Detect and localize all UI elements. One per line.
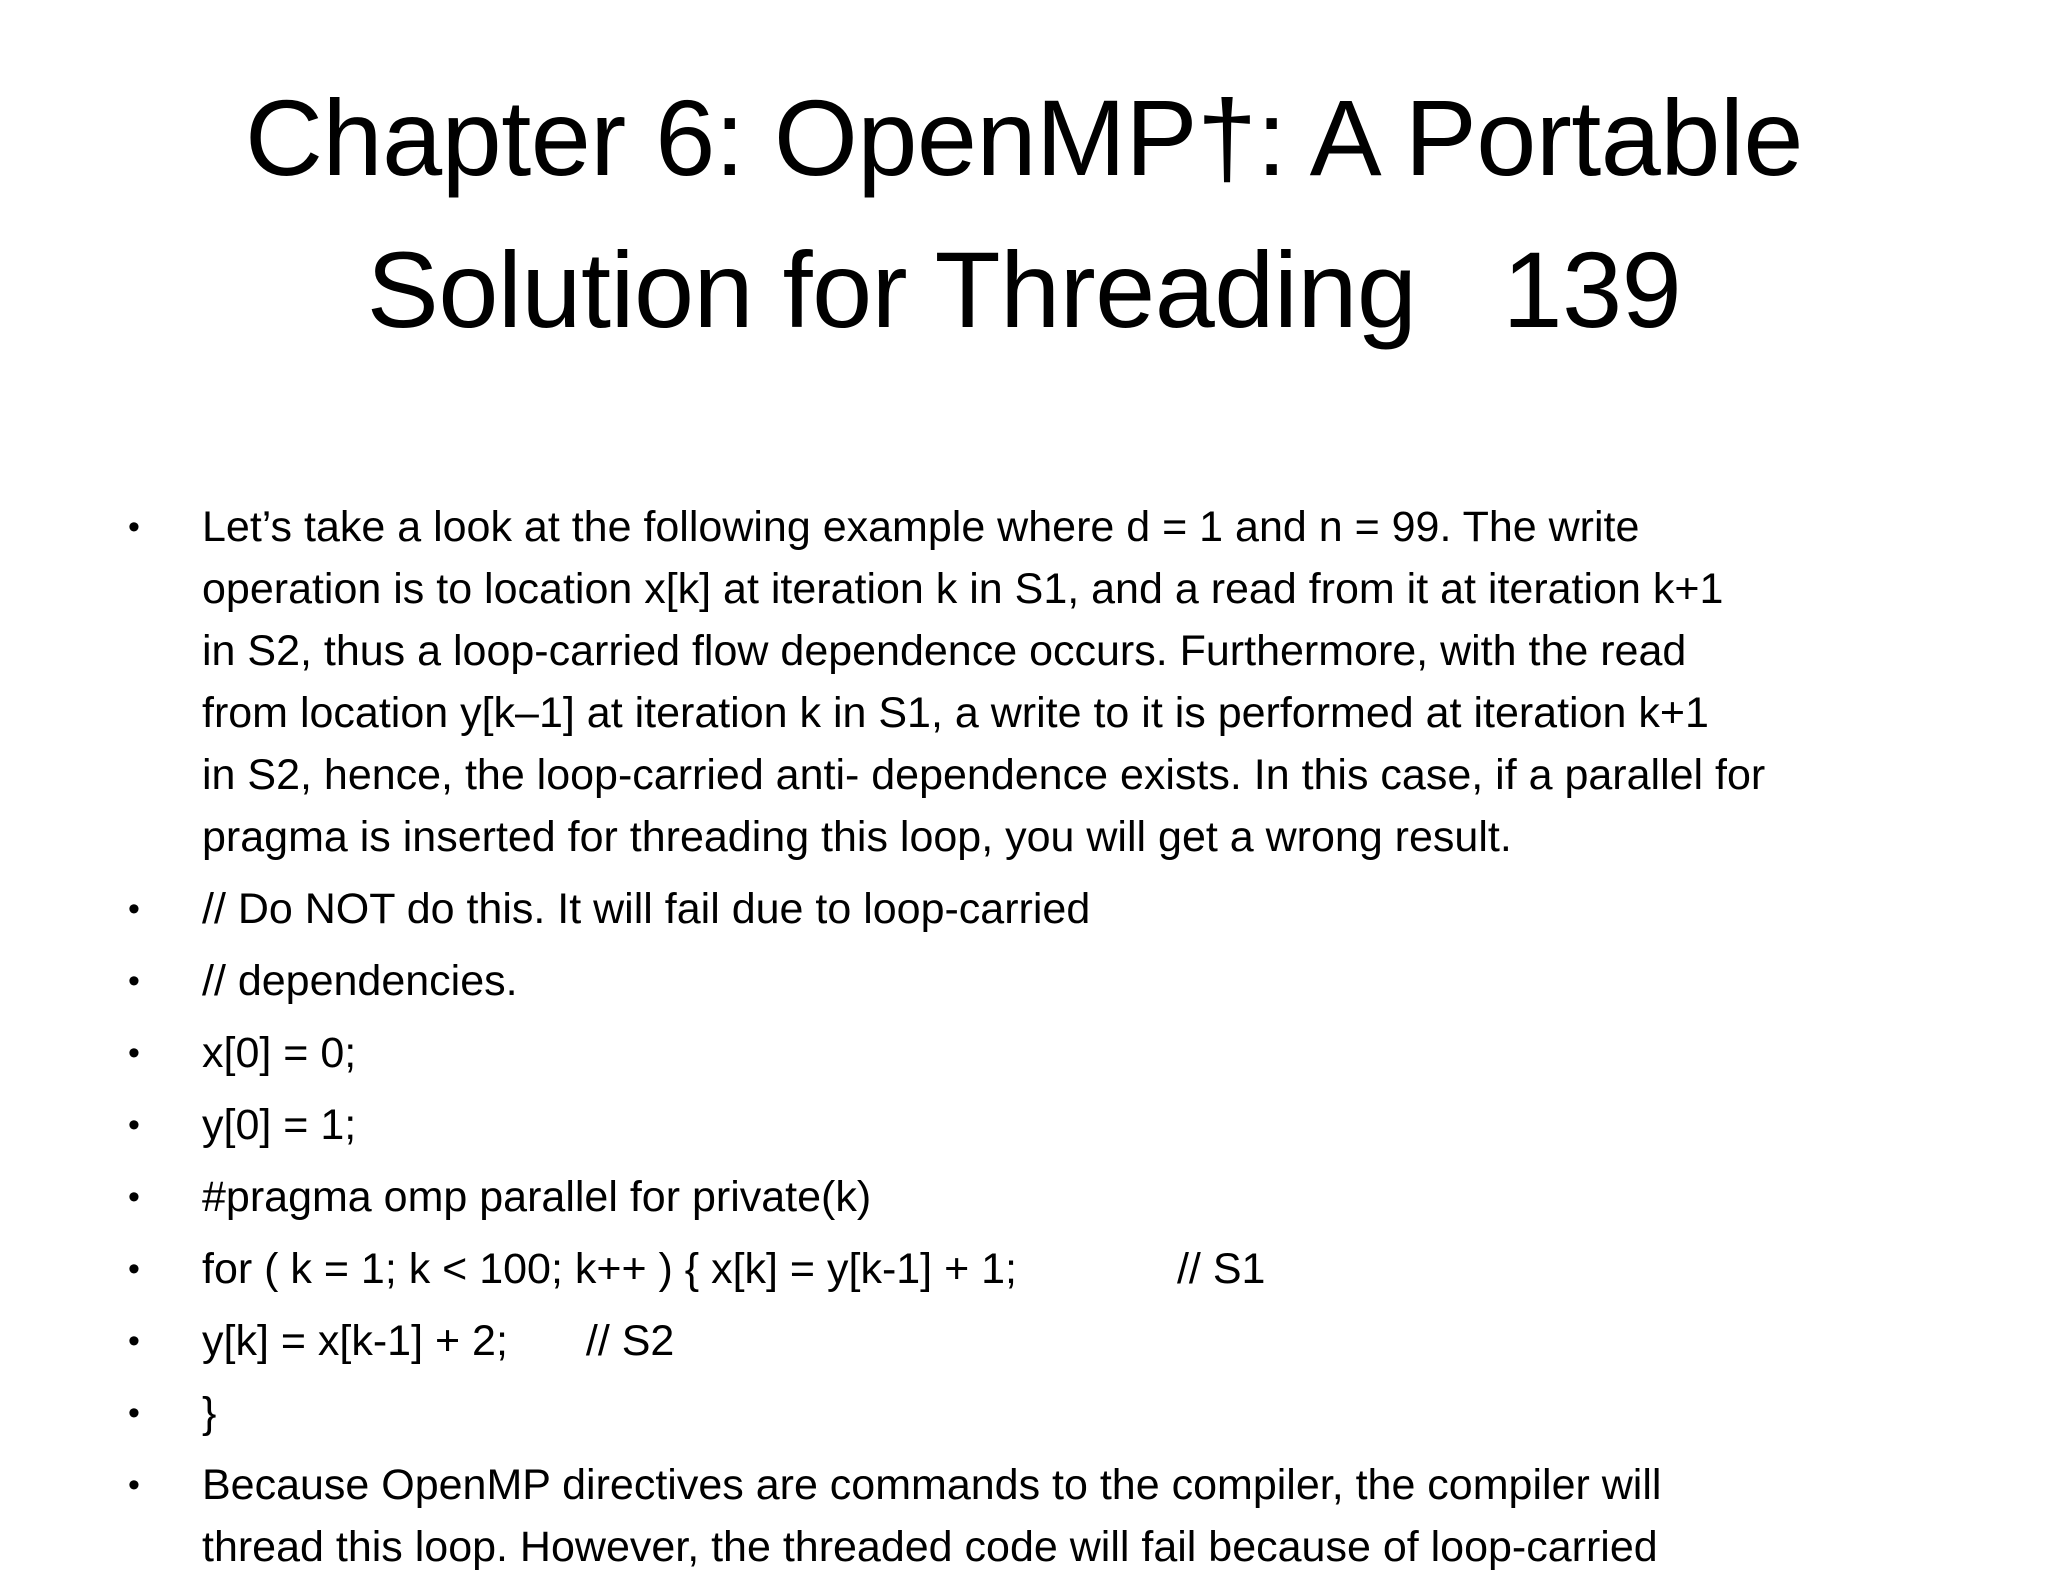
bullet-dot-icon: • xyxy=(128,1034,140,1072)
page-number: 139 xyxy=(1502,229,1682,350)
intro-line-3: in S2, thus a loop-carried flow dependence occurs. Furthermore, with the read xyxy=(202,627,1687,675)
intro-line-6: pragma is inserted for threading this loop, you will get a wrong result. xyxy=(202,813,1512,861)
bullet-dot-icon: • xyxy=(128,962,140,1000)
intro-line-5: in S2, hence, the loop-carried anti- dependence exists. In this case, if a parallel for xyxy=(202,751,1766,799)
code-y-assign-statement: y[k] = x[k-1] + 2; xyxy=(202,1317,508,1365)
bullet-item-for-loop xyxy=(120,1238,1940,1300)
explanation-paragraph xyxy=(202,1454,1940,1578)
slide-title-chapter-name: Solution for Threading xyxy=(366,229,1417,350)
code-comment-1: // Do NOT do this. It will fail due to loop-carried xyxy=(202,885,1091,933)
bullet-dot-icon: • xyxy=(128,890,140,928)
bullet-item-pragma xyxy=(120,1166,1940,1228)
code-close-brace: } xyxy=(202,1389,217,1437)
bullet-dot-icon: • xyxy=(128,1322,140,1360)
explanation-line-2: thread this loop. However, the threaded code will fail because of loop-carried xyxy=(202,1523,1658,1571)
bullet-dot-icon: • xyxy=(128,1466,140,1504)
code-comment-s1: // S1 xyxy=(1176,1245,1266,1293)
bullet-item-comment-2 xyxy=(120,950,1940,1012)
bullet-item-explanation xyxy=(120,1454,1940,1578)
code-x-init: x[0] = 0; xyxy=(202,1029,357,1077)
bullet-item-intro xyxy=(120,496,1940,868)
bullet-list xyxy=(120,496,1940,1588)
slide-title-line-1: Chapter 6: OpenMP†: A Portable xyxy=(245,77,1803,198)
bullet-item-y-assign xyxy=(120,1310,1940,1372)
code-y-init: y[0] = 1; xyxy=(202,1101,357,1149)
bullet-item-comment-1 xyxy=(120,878,1940,940)
slide-title xyxy=(150,62,1898,366)
bullet-dot-icon: • xyxy=(128,1250,140,1288)
code-y-assign xyxy=(202,1310,1940,1372)
code-for-loop xyxy=(202,1238,1940,1300)
bullet-dot-icon: • xyxy=(128,508,140,546)
bullet-dot-icon: • xyxy=(128,1394,140,1432)
intro-line-2: operation is to location x[k] at iteration k in S1, and a read from it at iteration k+1 xyxy=(202,565,1724,613)
code-comment-2: // dependencies. xyxy=(202,957,518,1005)
bullet-item-y-init xyxy=(120,1094,1940,1156)
code-comment-s2: // S2 xyxy=(585,1317,675,1365)
intro-paragraph xyxy=(202,496,1940,868)
intro-line-4: from location y[k–1] at iteration k in S1, a write to it is performed at iteration k+1 xyxy=(202,689,1709,737)
bullet-item-x-init xyxy=(120,1022,1940,1084)
code-pragma: #pragma omp parallel for private(k) xyxy=(202,1173,872,1221)
bullet-item-close-brace xyxy=(120,1382,1940,1444)
code-for-loop-statement: for ( k = 1; k < 100; k++ ) { x[k] = y[k-1] + 1; xyxy=(202,1245,1017,1293)
explanation-line-1: Because OpenMP directives are commands to the compiler, the compiler will xyxy=(202,1461,1662,1509)
intro-line-1: Let’s take a look at the following example where d = 1 and n = 99. The write xyxy=(202,503,1640,551)
bullet-dot-icon: • xyxy=(128,1178,140,1216)
bullet-dot-icon: • xyxy=(128,1106,140,1144)
slide-title-line-2 xyxy=(150,214,1898,366)
